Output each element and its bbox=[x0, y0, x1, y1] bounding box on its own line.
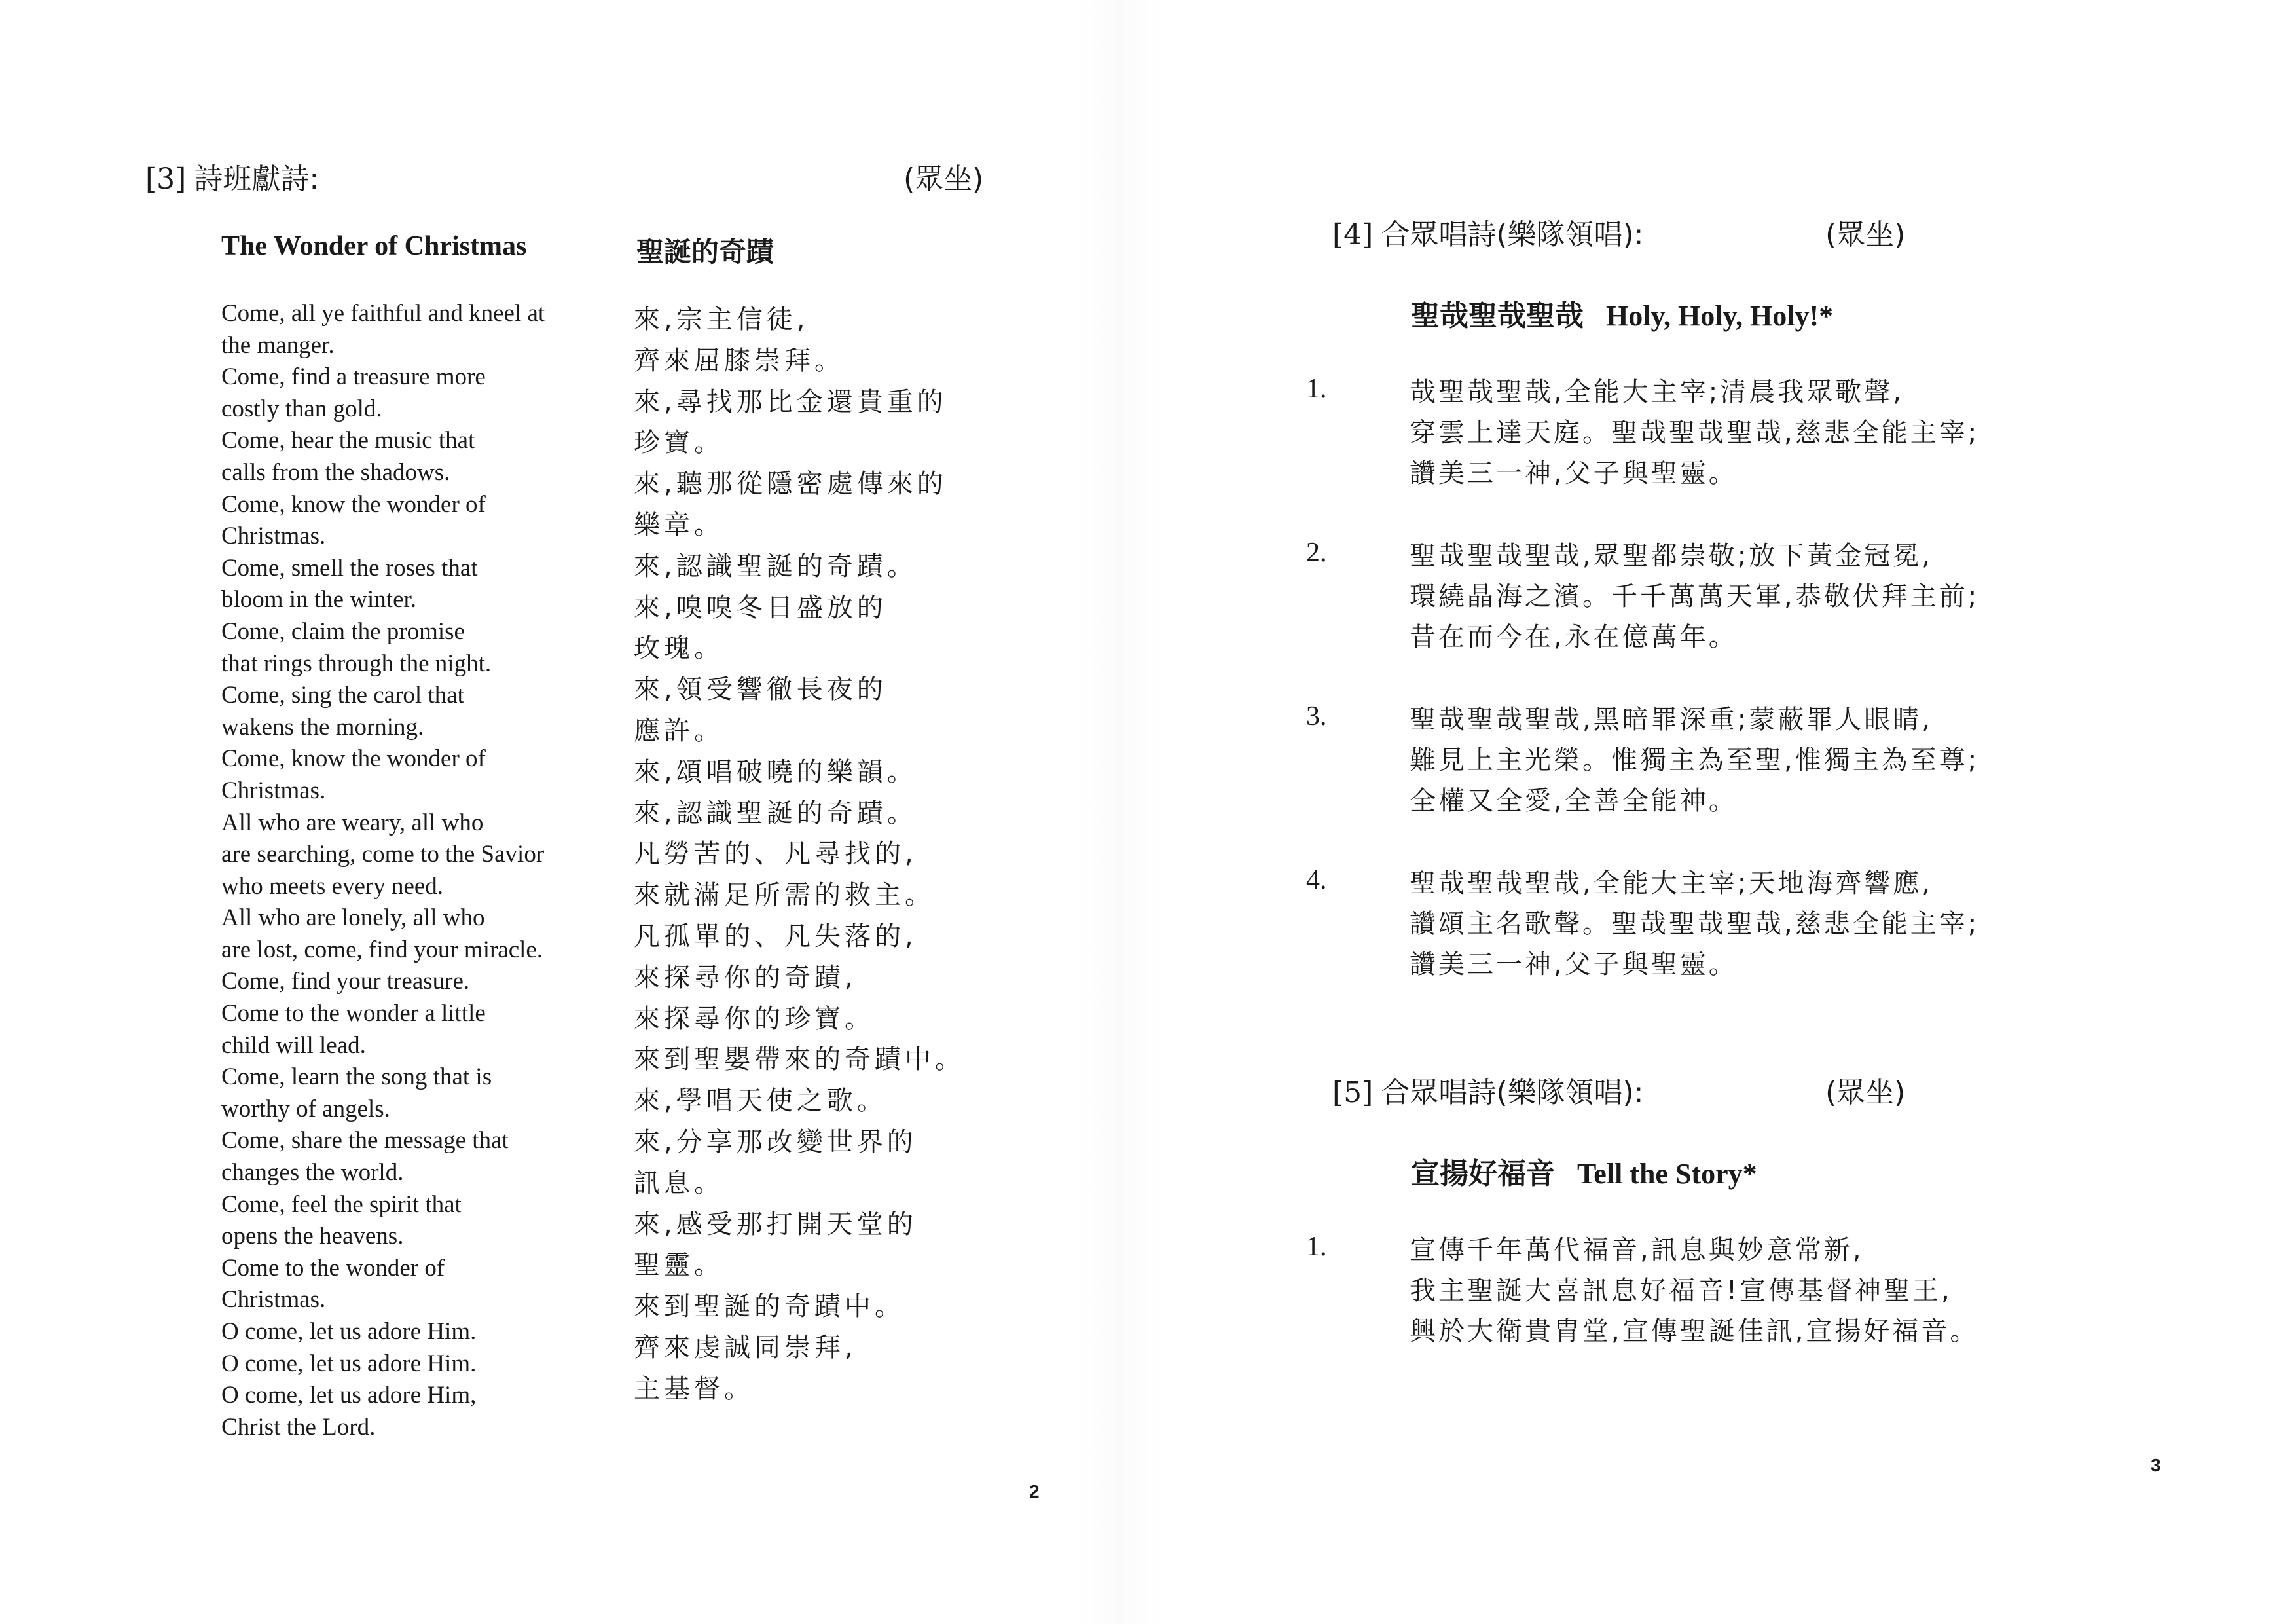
lyric-line: are searching, come to the Savior bbox=[221, 841, 545, 868]
hymn-4-verse-1 bbox=[1306, 372, 2248, 494]
lyric-line: Come, smell the roses that bbox=[221, 554, 478, 581]
lyric-line: 來,宗主信徒, bbox=[634, 304, 809, 335]
section-number: [5] bbox=[1332, 1076, 1374, 1109]
lyric-line: Come to the wonder of bbox=[221, 1254, 445, 1282]
verse-line: 聖哉聖哉聖哉,黑暗罪深重;蒙蔽罪人眼睛, bbox=[1410, 705, 1933, 735]
lyric-line: Come, know the wonder of bbox=[221, 745, 486, 773]
verse-number: 4. bbox=[1306, 865, 1327, 895]
verse-line: 難見上主光榮。惟獨主為至聖,惟獨主為至尊; bbox=[1410, 745, 1980, 775]
lyric-line: 應許。 bbox=[634, 715, 724, 746]
verse-line: 昔在而今在,永在億萬年。 bbox=[1410, 622, 1738, 652]
lyric-line: Come, hear the music that bbox=[221, 427, 475, 454]
lyric-line: 珍寶。 bbox=[634, 428, 724, 458]
verse-line: 我主聖誕大喜訊息好福音!宣傳基督神聖王, bbox=[1410, 1276, 1952, 1306]
verse-line: 穿雲上達天庭。聖哉聖哉聖哉,慈悲全能主宰; bbox=[1410, 418, 1980, 448]
lyric-line: Come, sing the carol that bbox=[221, 682, 464, 709]
lyric-line: 來,分享那改變世界的 bbox=[634, 1126, 917, 1157]
verse-line: 興於大衛貴胄堂,宣傳聖誕佳訊,宣揚好福音。 bbox=[1410, 1316, 1979, 1346]
lyric-line: 訊息。 bbox=[634, 1168, 724, 1198]
lyric-line: Come, all ye faithful and kneel at bbox=[221, 300, 545, 327]
lyric-line: opens the heavens. bbox=[221, 1223, 404, 1250]
lyric-line: Christ the Lord. bbox=[221, 1413, 376, 1441]
section-5-heading bbox=[1332, 1069, 1643, 1111]
lyric-line: 來到聖嬰帶來的奇蹟中。 bbox=[634, 1044, 965, 1075]
lyric-line: All who are weary, all who bbox=[221, 809, 484, 836]
lyric-line: 來到聖誕的奇蹟中。 bbox=[634, 1291, 905, 1322]
hymn-title-english: Tell the Story* bbox=[1577, 1158, 1757, 1190]
section-4-heading bbox=[1332, 211, 1643, 253]
lyric-line: 來,尋找那比金還貴重的 bbox=[634, 386, 947, 417]
section-5-posture: (眾坐) bbox=[1825, 1076, 1906, 1109]
lyric-line: Christmas. bbox=[221, 777, 326, 804]
lyric-line: All who are lonely, all who bbox=[221, 904, 485, 932]
lyric-line: 來,學唱天使之歌。 bbox=[634, 1086, 887, 1116]
hymn-4-verse-3 bbox=[1306, 699, 2248, 821]
hymn-5-title bbox=[1411, 1150, 1757, 1192]
lyric-line: child will lead. bbox=[221, 1031, 366, 1059]
lyric-line: Christmas. bbox=[221, 523, 326, 550]
verse-line: 環繞晶海之濱。千千萬萬天軍,恭敬伏拜主前; bbox=[1410, 581, 1980, 612]
lyric-line: O come, let us adore Him, bbox=[221, 1382, 477, 1409]
lyric-line: 聖靈。 bbox=[634, 1250, 724, 1281]
hymn-4-verse-2 bbox=[1306, 536, 2248, 657]
lyric-line: Come, share the message that bbox=[221, 1127, 509, 1154]
verse-line: 讚美三一神,父子與聖靈。 bbox=[1410, 950, 1738, 980]
song-title-english: The Wonder of Christmas bbox=[221, 231, 527, 261]
lyric-line: the manger. bbox=[221, 331, 335, 359]
verse-number: 2. bbox=[1306, 538, 1327, 568]
lyric-line: 來就滿足所需的救主。 bbox=[634, 880, 935, 911]
verse-number: 1. bbox=[1306, 1232, 1327, 1262]
lyric-line: Come, learn the song that is bbox=[221, 1063, 492, 1091]
page-number-left: 2 bbox=[1029, 1481, 1040, 1502]
lyric-line: 來探尋你的奇蹟, bbox=[634, 962, 857, 993]
page-gutter bbox=[1074, 0, 1165, 1624]
section-number: [4] bbox=[1332, 218, 1374, 251]
song-title-chinese: 聖誕的奇蹟 bbox=[636, 236, 774, 268]
lyric-line: Come, feel the spirit that bbox=[221, 1190, 462, 1218]
lyric-line: changes the world. bbox=[221, 1159, 404, 1187]
verse-line: 哉聖哉聖哉,全能大主宰;清晨我眾歌聲, bbox=[1410, 377, 1904, 407]
lyric-line: 玫瑰。 bbox=[634, 633, 724, 664]
lyric-line: worthy of angels. bbox=[221, 1095, 390, 1122]
verse-line: 宣傳千年萬代福音,訊息與妙意常新, bbox=[1410, 1235, 1864, 1265]
lyric-line: 主基督。 bbox=[634, 1373, 754, 1404]
lyric-line: Come, know the wonder of bbox=[221, 490, 486, 518]
hymn-4-verse-4 bbox=[1306, 863, 2248, 985]
lyric-line: 齊來屈膝崇拜。 bbox=[634, 345, 845, 376]
verse-line: 聖哉聖哉聖哉,眾聖都崇敬;放下黃金冠冕, bbox=[1410, 541, 1933, 571]
section-3-heading bbox=[145, 155, 319, 197]
verse-number: 1. bbox=[1306, 374, 1327, 404]
section-title: 合眾唱詩(樂隊領唱): bbox=[1381, 1076, 1644, 1109]
hymn-4-title bbox=[1411, 292, 1833, 334]
lyrics-english bbox=[221, 298, 601, 1443]
lyric-line: 來,認識聖誕的奇蹟。 bbox=[634, 551, 917, 581]
lyric-line: who meets every need. bbox=[221, 872, 444, 900]
lyric-line: 來,感受那打開天堂的 bbox=[634, 1209, 917, 1240]
lyric-line: wakens the morning. bbox=[221, 713, 424, 741]
lyric-line: 凡孤單的、凡失落的, bbox=[634, 921, 917, 951]
verse-line: 全權又全愛,全善全能神。 bbox=[1410, 786, 1738, 816]
hymn-title-chinese: 聖哉聖哉聖哉 bbox=[1411, 299, 1584, 333]
lyric-line: 來探尋你的珍寶。 bbox=[634, 1003, 875, 1034]
lyric-line: bloom in the winter. bbox=[221, 586, 417, 614]
lyrics-chinese bbox=[634, 299, 1027, 1410]
section-4-posture: (眾坐) bbox=[1825, 218, 1906, 251]
verse-line: 讚美三一神,父子與聖靈。 bbox=[1410, 458, 1738, 489]
section-3-posture: (眾坐) bbox=[903, 162, 984, 196]
lyric-line: O come, let us adore Him. bbox=[221, 1350, 477, 1377]
section-title: 詩班獻詩: bbox=[194, 162, 319, 196]
lyric-line: Come, claim the promise bbox=[221, 618, 465, 645]
lyric-line: 來,嗅嗅冬日盛放的 bbox=[634, 592, 887, 623]
lyric-line: are lost, come, find your miracle. bbox=[221, 936, 543, 963]
lyric-line: 齊來虔誠同崇拜, bbox=[634, 1332, 857, 1363]
hymn-5-verse-1 bbox=[1306, 1230, 2248, 1352]
lyric-line: Come to the wonder a little bbox=[221, 1000, 486, 1027]
hymn-title-chinese: 宣揚好福音 bbox=[1411, 1157, 1555, 1190]
lyric-line: 來,聽那從隱密處傳來的 bbox=[634, 469, 947, 500]
verse-line: 聖哉聖哉聖哉,全能大主宰;天地海齊響應, bbox=[1410, 868, 1933, 898]
verse-line: 讚頌主名歌聲。聖哉聖哉聖哉,慈悲全能主宰; bbox=[1410, 909, 1980, 939]
lyric-line: 來,領受響徹長夜的 bbox=[634, 674, 887, 705]
lyric-line: calls from the shadows. bbox=[221, 458, 450, 486]
lyric-line: 凡勞苦的、凡尋找的, bbox=[634, 839, 917, 870]
lyric-line: 來,認識聖誕的奇蹟。 bbox=[634, 798, 917, 828]
section-number: [3] bbox=[145, 162, 187, 196]
page-number-right: 3 bbox=[2151, 1455, 2161, 1475]
lyric-line: that rings through the night. bbox=[221, 650, 492, 677]
lyric-line: costly than gold. bbox=[221, 395, 382, 422]
lyric-line: O come, let us adore Him. bbox=[221, 1318, 477, 1345]
section-title: 合眾唱詩(樂隊領唱): bbox=[1381, 218, 1644, 251]
lyric-line: Christmas. bbox=[221, 1286, 326, 1314]
lyric-line: Come, find a treasure more bbox=[221, 363, 486, 391]
lyric-line: 樂章。 bbox=[634, 509, 724, 540]
lyric-line: Come, find your treasure. bbox=[221, 968, 470, 995]
hymn-title-english: Holy, Holy, Holy!* bbox=[1606, 300, 1834, 332]
lyric-line: 來,頌唱破曉的樂韻。 bbox=[634, 756, 917, 787]
verse-number: 3. bbox=[1306, 701, 1327, 731]
